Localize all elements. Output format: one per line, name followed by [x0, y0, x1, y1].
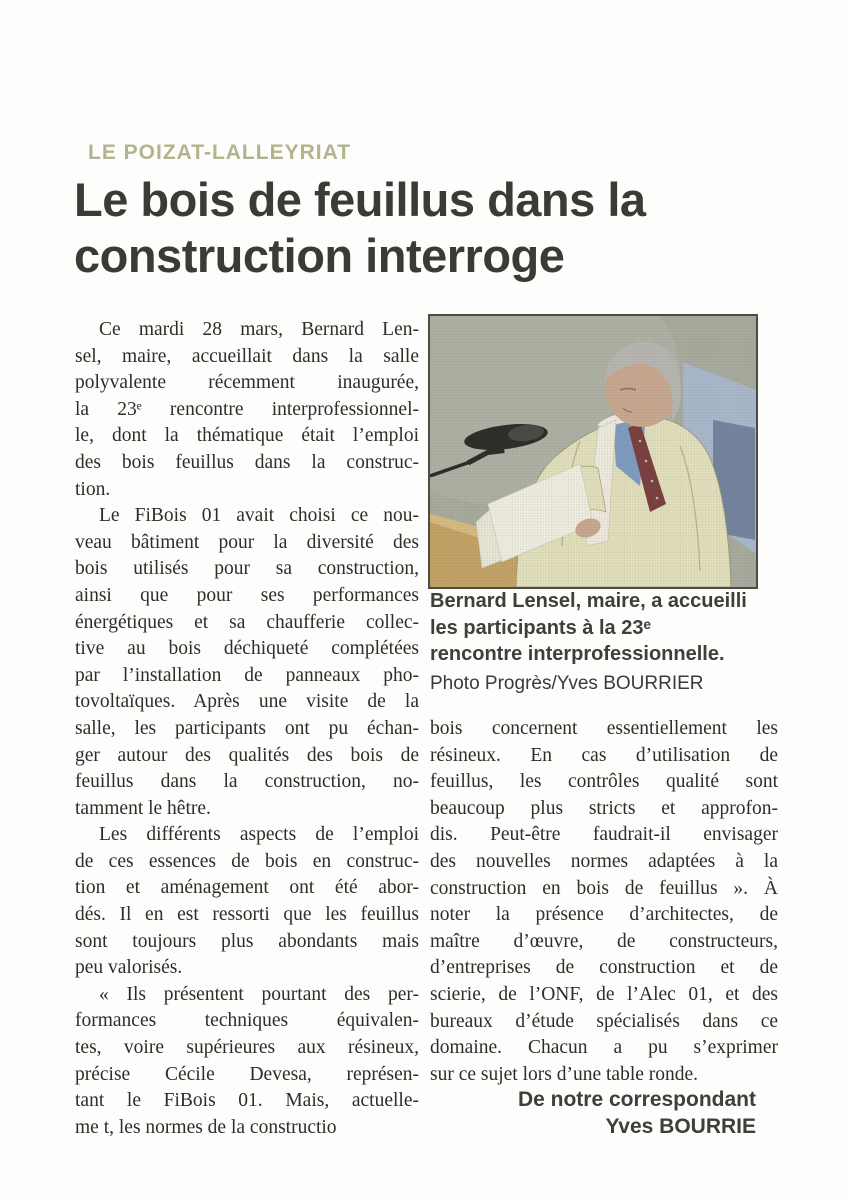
photo-caption-bold — [430, 588, 782, 668]
body-text-line: des bois feuillus dans la construc- — [75, 451, 419, 473]
body-text-line: tion et aménagement ont été abor- — [75, 877, 419, 899]
body-text-line: domaine. Chacun a pu s’exprimer — [430, 1037, 778, 1059]
body-text-line: bureaux d’étude spécialisés dans ce — [430, 1010, 778, 1032]
article-column-right — [430, 716, 778, 1088]
body-text-line: scierie, de l’ONF, de l’Alec 01, et des — [430, 983, 778, 1005]
body-text-line: de ces essences de bois en construc- — [75, 850, 419, 872]
body-text-line: énergétiques et sa chaufferie collec- — [75, 611, 419, 633]
photo-caption — [430, 588, 782, 697]
body-text-line: « Ils présentent pourtant des per- — [99, 983, 419, 1005]
caption-line: les participants à la 23ᵉ — [430, 616, 651, 639]
caption-line: Bernard Lensel, maire, a accueilli — [430, 590, 747, 612]
body-text-line: tion. — [75, 478, 111, 500]
body-text-line: veau bâtiment pour la diversité des — [75, 531, 419, 553]
body-text-line: Les différents aspects de l’emploi — [99, 824, 419, 846]
photo-illustration — [430, 316, 756, 587]
body-text-line: Le FiBois 01 avait choisi ce nou- — [99, 505, 419, 527]
body-text-line: formances techniques équivalen- — [75, 1010, 419, 1032]
section-kicker: LE POIZAT-LALLEYRIAT — [88, 141, 352, 164]
body-text-line: me t, les normes de la constructio — [75, 1116, 337, 1138]
byline — [430, 1086, 778, 1140]
headline-line-2: construction interroge — [74, 229, 565, 282]
body-text-line: beaucoup plus stricts et approfon- — [430, 797, 778, 819]
paragraph — [75, 317, 419, 503]
body-text-line: tes, voire supérieures aux résineux, — [75, 1037, 419, 1059]
paragraph — [430, 716, 778, 1088]
headline — [74, 172, 774, 284]
body-text-line: noter la présence d’architectes, de — [430, 904, 778, 926]
body-text-line: tamment le hêtre. — [75, 797, 211, 819]
body-text-line: construction en bois de feuillus ». À — [430, 877, 778, 899]
body-text-line: des nouvelles normes adaptées à la — [430, 850, 778, 872]
body-text-line: maître d’œuvre, de constructeurs, — [430, 930, 778, 952]
body-text-line: dés. Il en est ressorti que les feuillus — [75, 904, 419, 926]
body-text-line: la 23ᵉ rencontre interprofessionnel- — [75, 398, 419, 420]
body-text-line: le, dont la thématique était l’emploi — [75, 425, 419, 447]
body-text-line: sel, maire, accueillait dans la salle — [75, 345, 419, 367]
body-text-line: tive au bois déchiqueté complétées — [75, 638, 419, 660]
photo-credit: Photo Progrès/Yves BOURRIER — [430, 672, 704, 694]
body-text-line: peu valorisés. — [75, 957, 183, 979]
body-text-line: sur ce sujet lors d’une table ronde. — [430, 1063, 699, 1085]
body-text-line: Ce mardi 28 mars, Bernard Len- — [99, 319, 419, 340]
body-text-line: précise Cécile Devesa, représen- — [75, 1063, 419, 1085]
body-text-line: bois utilisés pour sa construction, — [75, 558, 419, 580]
body-text-line: salle, les participants ont pu échan- — [75, 717, 419, 739]
body-text-line: tovoltaïques. Après une visite de la — [75, 691, 419, 713]
headline-line-1: Le bois de feuillus dans la — [74, 173, 646, 226]
body-text-line: polyvalente récemment inaugurée, — [75, 372, 419, 394]
body-text-line: par l’installation de panneaux pho- — [75, 664, 419, 686]
body-text-line: résineux. En cas d’utilisation de — [430, 744, 778, 766]
body-text-line: tant le FiBois 01. Mais, actuelle- — [75, 1090, 419, 1112]
body-text-line: sont toujours plus abondants mais — [75, 930, 419, 952]
body-text-line: feuillus dans la construction, no- — [75, 771, 419, 793]
body-text-line: dis. Peut-être faudrait-il envisager — [430, 824, 778, 846]
byline-name: Yves BOURRIE — [605, 1115, 756, 1138]
body-text-line: bois concernent essentiellement les — [430, 718, 778, 739]
body-text-line: ainsi que pour ses performances — [75, 584, 419, 606]
caption-line: rencontre interprofessionnelle. — [430, 643, 725, 665]
paragraph — [75, 822, 419, 982]
byline-role: De notre correspondant — [517, 1088, 756, 1111]
body-text-line: feuillus, les contrôles qualité sont — [430, 771, 778, 793]
paragraph — [75, 982, 419, 1142]
body-text-line: d’entreprises de construction et de — [430, 957, 778, 979]
article-photo — [428, 314, 758, 589]
paragraph — [75, 503, 419, 822]
article-column-left — [75, 317, 419, 1141]
body-text-line: ger autour des qualités des bois de — [75, 744, 419, 766]
